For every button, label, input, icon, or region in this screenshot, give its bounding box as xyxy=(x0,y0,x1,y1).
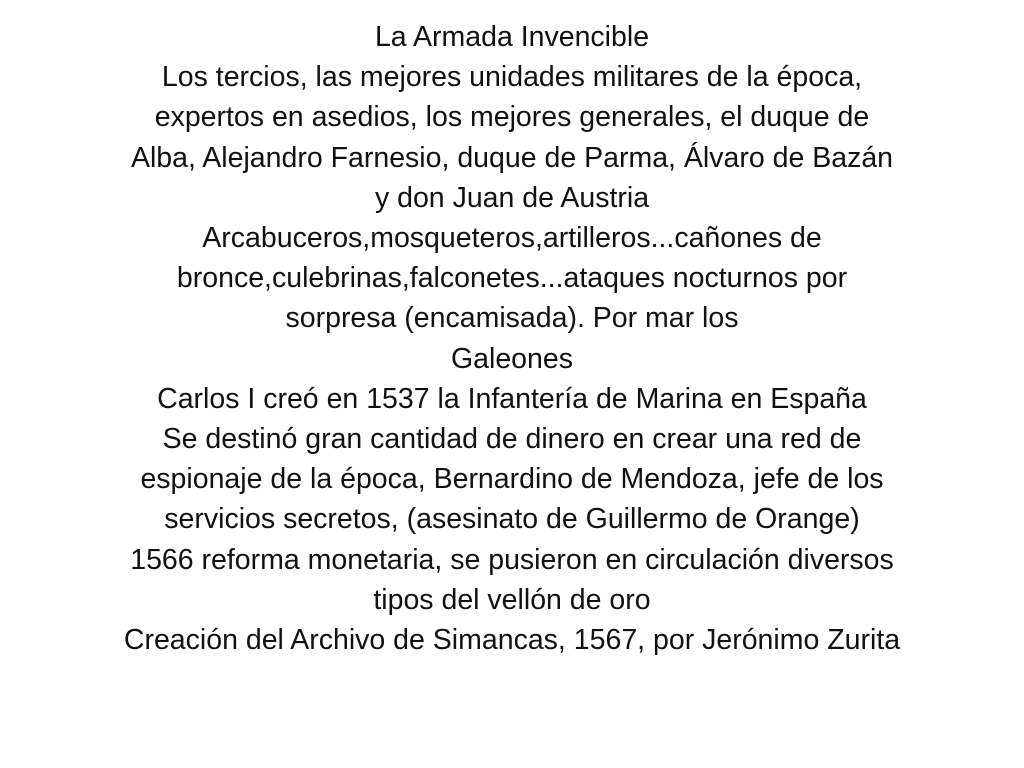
text-line: Carlos I creó en 1537 la Infantería de Marina en España xyxy=(157,382,867,415)
text-line: expertos en asedios, los mejores generales, el duque de xyxy=(154,101,870,134)
text-line: tipos del vellón de oro xyxy=(373,583,651,616)
text-line: Arcabuceros,mosqueteros,artilleros...cañones de xyxy=(202,222,822,255)
text-line: sorpresa (encamisada). Por mar los xyxy=(285,302,739,335)
text-line: servicios secretos, (asesinato de Guillermo de Orange) xyxy=(164,503,860,536)
text-line: Los tercios, las mejores unidades militares de la época, xyxy=(161,61,863,94)
text-line: espionaje de la época, Bernardino de Mendoza, jefe de los xyxy=(140,463,884,496)
text-line: bronce,culebrinas,falconetes...ataques nocturnos por xyxy=(176,262,848,295)
text-line: Alba, Alejandro Farnesio, duque de Parma, Álvaro de Bazán xyxy=(130,141,894,174)
text-line: Galeones xyxy=(450,342,573,375)
slide-title: La Armada Invencible xyxy=(374,21,650,53)
text-line: y don Juan de Austria xyxy=(374,181,650,214)
text-line: Creación del Archivo de Simancas, 1567, por Jerónimo Zurita xyxy=(123,624,901,657)
text-line: 1566 reforma monetaria, se pusieron en circulación diversos xyxy=(130,543,894,576)
text-line: Se destinó gran cantidad de dinero en crear una red de xyxy=(162,423,862,456)
